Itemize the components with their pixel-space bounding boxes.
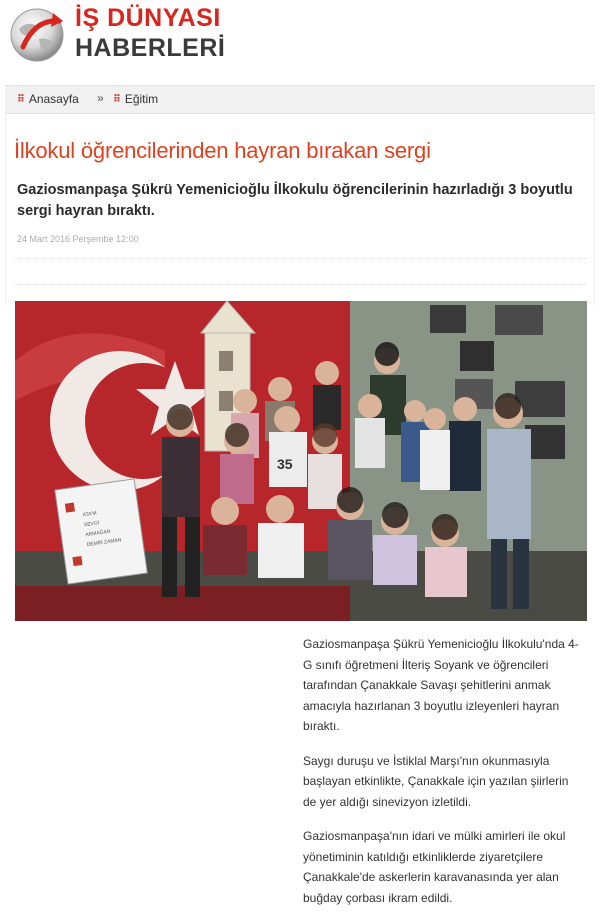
- logo-title-line1[interactable]: İŞ DÜNYASI: [75, 4, 221, 32]
- article-spot: Gaziosmanpaşa Şükrü Yemenicioğlu İlkokulu öğrencilerinin hazırladığı 3 boyutlu sergi hayran bıraktı.: [17, 182, 573, 219]
- article-date: 24 Mart 2016 Perşembe 12:00: [17, 234, 139, 244]
- breadcrumb-category-label[interactable]: Eğitim: [124, 92, 159, 106]
- article-paragraph: Gaziosmanpaşa'nın idari ve mülki amirleri ile okul yönetiminin katıldığı etkinliklerde ziyaretçilere Çanakkale'de askerlerin karavanasında yer alan buğday çorbası ikram edildi.: [303, 829, 566, 905]
- article-paragraph: Saygı duruşu ve İstiklal Marşı'nın okunmasıyla başlayan etkinlikte, Çanakkale için yazılan şiirlerin de yer aldığı sinevizyon izletildi.: [303, 753, 569, 809]
- breadcrumb-separator: »: [97, 91, 104, 105]
- article-photo[interactable]: [15, 301, 587, 621]
- logo-title-line2[interactable]: HABERLERİ: [75, 34, 226, 62]
- dots-icon: ⠿: [113, 93, 120, 105]
- article-body: [303, 634, 583, 922]
- sign-line-2: SEVGİ: [83, 520, 100, 529]
- divider: [14, 258, 587, 259]
- breadcrumb-category[interactable]: [113, 92, 158, 106]
- site-header: [0, 0, 600, 82]
- sign-board: [55, 479, 147, 584]
- breadcrumb: [5, 85, 595, 114]
- breadcrumb-home[interactable]: [17, 92, 79, 106]
- article-paragraph: Gaziosmanpaşa Şükrü Yemenicioğlu İlkokulu'nda 4-G sınıfı öğretmeni İlteriş Soyank ve öğrencileri tarafından Çanakkale Savaşı şehitlerini anmak amacıyla hazırlanan 3 boyutlu izleyenleri hayran bıraktı.: [303, 637, 579, 733]
- dots-icon: ⠿: [17, 93, 24, 105]
- divider: [14, 284, 587, 285]
- sign-line-3: ARMAĞAN: [85, 528, 111, 539]
- article-title: İlkokul öğrencilerinden hayran bırakan sergi: [14, 138, 431, 163]
- sign-line-4: DEMİR ZAMAN: [86, 537, 122, 549]
- svg-text:35: 35: [277, 456, 293, 472]
- globe-logo-icon[interactable]: [9, 7, 65, 63]
- breadcrumb-home-label[interactable]: Anasayfa: [28, 92, 79, 106]
- sign-line-1: ATA'M: [82, 510, 98, 519]
